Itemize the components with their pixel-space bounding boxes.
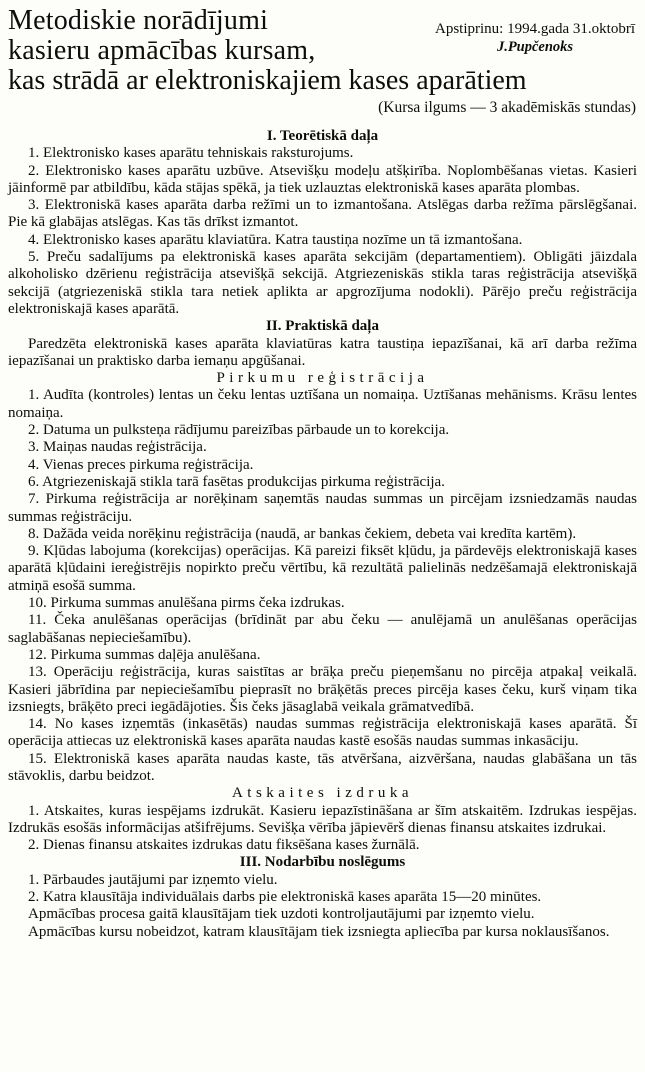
paragraph: Apmācības kursu nobeidzot, katram klausītājam tiek izsniegta apliecība par kursa noklausīšanos.: [28, 923, 610, 940]
title-line-3: kas strādā ar elektroniskajiem kases aparātiem: [8, 65, 527, 96]
paragraph: 3. Maiņas naudas reģistrācija.: [28, 439, 207, 456]
paragraph: 2. Datuma un pulksteņa rādījumu pareizības pārbaude un to korekcija.: [28, 422, 450, 439]
heading-lesson-conclusion: III. Nodarbību noslēgums: [239, 854, 406, 871]
paragraph: 2. Katra klausītāja individuālais darbs pie elektroniskā kases aparāta 15—20 minūtes.: [28, 889, 542, 906]
heading-theoretical-part: I. Teorētiskā daļa: [266, 128, 379, 144]
paragraph: 7. Pirkuma reģistrācija ar norēķinam saņemtās naudas summas un pircējam izsniedzamās naudas summas reģistrāciju.: [8, 491, 637, 525]
paragraph: 10. Pirkuma summas anulēšana pirms čeka izdrukas.: [28, 595, 345, 612]
title-line-1: Metodiskie norādījumi: [8, 5, 269, 36]
paragraph: 5. Preču sadalījums pa elektroniskā kases aparāta sekcijām (departamentiem). Obligāti jāizdala alkoholisko dzērienu reģistrācija atsevišķā sekcijā. Atgriezeniskās stikla taras reģistrācija atsevišķā sekcijā (atgriezeniskā stikla tara netiek aplikta ar apgrozījuma nodokli). Pārējo preču reģistrācija elektroniskajā kases aparātā.: [8, 249, 637, 317]
approval-block: [435, 6, 637, 56]
paragraph: 9. Kļūdas labojuma (korekcijas) operācijas. Kā pareizi fiksēt kļūdu, ja pārdevējs elektroniskajā kases aparātā kļūdaini iereģistrējis nopirkto preču vērtību, kā rezultātā palielinās nedzēšamajā elektroniskajā atmiņā esošā summa.: [8, 543, 637, 594]
title-line-2: kasieru apmācības kursam,: [8, 35, 316, 66]
paragraph: 1. Elektronisko kases aparātu tehniskais raksturojums.: [28, 145, 354, 162]
paragraph: 6. Atgriezeniskajā stikla tarā fasētas produkcijas pirkuma reģistrācija.: [28, 473, 445, 490]
paragraph: 2. Elektronisko kases aparātu uzbūve. Atsevišķu modeļu atšķirība. Noplombēšanas vietas. Kasieri jāinformē par atbildību, kāda stājas spēkā, ja tiek uzlauztas elektroniskā kases aparāta plombas.: [8, 162, 637, 196]
paragraph: 4. Elektronisko kases aparātu klaviatūra. Katra taustiņa nozīme un tā izmantošana.: [28, 231, 523, 248]
approver-name: J.Pupčenoks: [496, 39, 574, 55]
heading-report-printout: Atskaites izdruka: [231, 785, 414, 802]
paragraph: 14. No kases izņemtās (inkasētās) naudas summas reģistrācija elektroniskajā kases aparātā. Šī operācija attiecas uz elektroniskā kases aparāta naudas kastē esošās naudas summas inkasāciju.: [8, 716, 637, 750]
paragraph: 3. Elektroniskā kases aparāta darba režīmi un to izmantošana. Atslēgas darba režīma pārslēgšanai. Pie kā glabājas atslēgas. Kas tās drīkst izmantot.: [8, 197, 637, 231]
paragraph: 1. Pārbaudes jautājumi par izņemto vielu.: [28, 871, 278, 888]
paragraph: Apmācības procesa gaitā klausītājam tiek uzdoti kontroljautājumi par izņemto vielu.: [28, 906, 535, 923]
paragraph: 8. Dažāda veida norēķinu reģistrācija (naudā, ar bankas čekiem, debeta vai kredīta kartēm).: [28, 525, 577, 542]
paragraph: 12. Pirkuma summas daļēja anulēšana.: [28, 646, 261, 663]
paragraph: Paredzēta elektroniskā kases aparāta klaviatūras katra taustiņa iepazīšanai, kā arī darba režīma iepazīšanai un praktisko darba iemaņu apgūšanai.: [8, 335, 637, 369]
heading-purchase-registration: Pirkumu reģistrācija: [216, 370, 429, 387]
heading-practical-part: II. Praktiskā daļa: [266, 318, 379, 335]
course-duration: (Kursa ilgums — 3 akadēmiskās stundas): [378, 99, 636, 116]
paragraph: 1. Atskaites, kuras iespējams izdrukāt. Kasieru iepazīstināšana ar šīm atskaitēm. Izdrukas iespējas. Izdrukās esošās informācijas atšifrējums. Sevišķa vērība jāpievērš dienas finansu atskaites izdrukai.: [8, 802, 637, 836]
paragraph: 4. Vienas preces pirkuma reģistrācija.: [28, 456, 254, 473]
paragraph: 1. Audīta (kontroles) lentas un čeku lentas uztīšana un nomaiņa. Uztīšanas mehānisms. Krāsu lentes nomaiņa.: [8, 387, 637, 421]
paragraph: 11. Čeka anulēšanas operācijas (brīdināt par abu čeku — anulējamā un anulēšanas operācijas saglabāšanas nepieciešamību).: [8, 612, 637, 646]
paragraph: 13. Operāciju reģistrācija, kuras saistītas ar brāķa preču pieņemšanu no pircēja atpakaļ veikalā. Kasieri jābrīdina par nepieciešamību pieprasīt no brāķētās preces pircēja kases čeku, kurš viņam tika izsniegts, brāķēto preci iegādājoties. Šis čeks jāsaglabā veikala grāmatvedībā.: [8, 664, 637, 715]
document-header: [8, 6, 637, 118]
title-row: [8, 6, 637, 66]
paragraph: 2. Dienas finansu atskaites izdrukas datu fiksēšana kases žurnālā.: [28, 837, 420, 854]
approval-text: Apstiprinu: 1994.gada 31.oktobrī: [435, 21, 635, 37]
paragraph: 15. Elektroniskā kases aparāta naudas kaste, tās atvēršana, aizvēršana, naudas glabāšana un tās stāvoklis, darbu beidzot.: [8, 750, 637, 784]
document-body: [8, 128, 637, 941]
document-title: [8, 6, 315, 66]
